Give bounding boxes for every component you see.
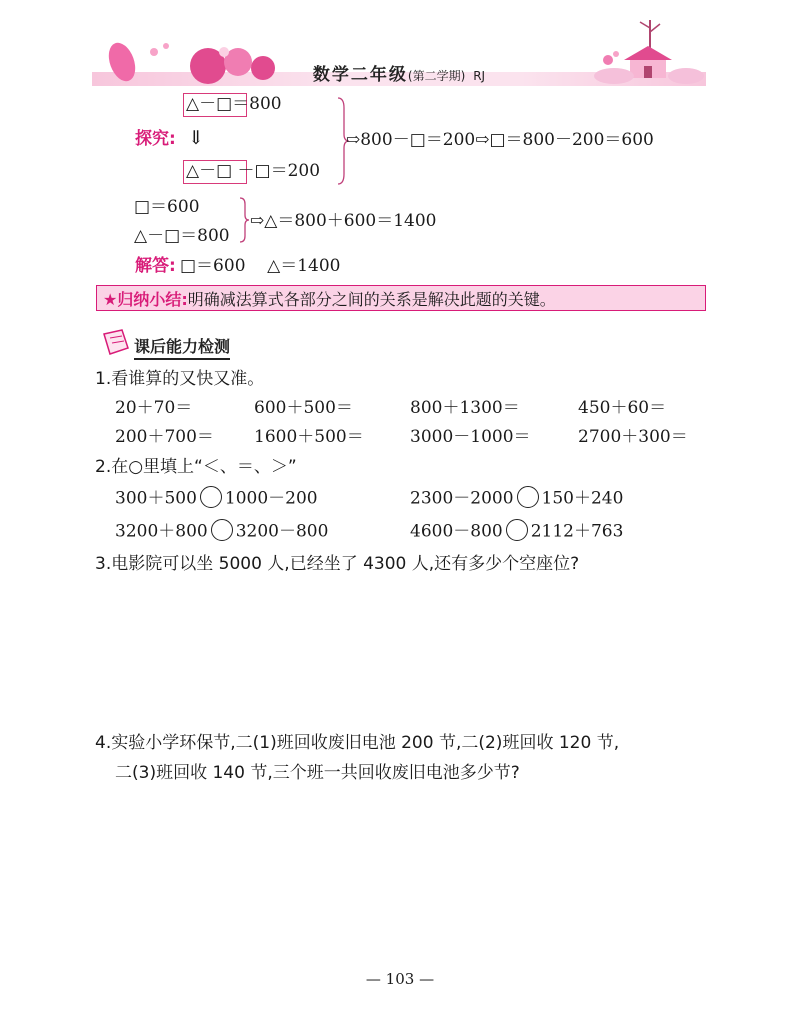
answer-label: 解答:: [135, 256, 176, 276]
q2-title: 2.在○里填上“＜、＝、＞”: [95, 457, 297, 477]
q1-r2-c2: 1600＋500＝: [254, 427, 364, 447]
header-title-main: 数学二年级: [312, 65, 408, 85]
q2-item-2-left: 2300－2000: [410, 488, 514, 509]
q2-item-2-right: 150＋240: [541, 488, 624, 509]
compare-circle-input[interactable]: [517, 486, 539, 508]
q2-item-4: [410, 523, 623, 541]
section-title: 课后能力检测: [134, 334, 230, 360]
explore-result2: ⇨△＝800＋600＝1400: [250, 211, 437, 231]
q4-answer-area[interactable]: [95, 792, 705, 952]
q2-item-3: [115, 523, 328, 541]
arrow-down-icon: ⇓: [188, 127, 204, 149]
q2-item-1-right: 1000－200: [224, 488, 318, 509]
q4-line1: 4.实验小学环保节,二(1)班回收废旧电池 200 节,二(2)班回收 120 节,: [95, 733, 620, 753]
explore-eq3: □＝600: [134, 197, 200, 217]
brace-icon-2: [238, 196, 250, 244]
q2-item-3-right: 3200－800: [235, 521, 329, 542]
summary-label: ★归纳小结:: [103, 289, 188, 309]
q1-r1-c4: 450＋60＝: [578, 398, 667, 418]
compare-circle-input[interactable]: [211, 519, 233, 541]
pencil-note-icon: [100, 328, 132, 356]
summary-box: [96, 285, 706, 311]
section-header: [100, 326, 260, 358]
q2-item-4-left: 4600－800: [410, 521, 503, 542]
q2-item-2: [410, 490, 623, 508]
explore-result: ⇨800－□＝200⇨□＝800－200＝600: [346, 130, 654, 150]
header-edition: RJ: [473, 69, 486, 83]
q1-r2-c4: 2700＋300＝: [578, 427, 688, 447]
q2-item-1-left: 300＋500: [115, 488, 197, 509]
q1-r1-c1: 20＋70＝: [115, 398, 193, 418]
q3-title: 3.电影院可以坐 5000 人,已经坐了 4300 人,还有多少个空座位?: [95, 554, 580, 574]
explore-eq2: △－□ －□＝200: [186, 161, 321, 181]
q1-r2-c1: 200＋700＝: [115, 427, 214, 447]
compare-circle-input[interactable]: [200, 486, 222, 508]
answer-text: □＝600 △＝1400: [180, 256, 341, 276]
explore-eq4: △－□＝800: [134, 226, 230, 246]
q1-r1-c2: 600＋500＝: [254, 398, 353, 418]
q1-r1-c3: 800＋1300＝: [410, 398, 520, 418]
q1-title: 1.看谁算的又快又准。: [95, 369, 265, 389]
house-decoration-icon: [594, 18, 704, 86]
page-number: — 103 —: [365, 970, 435, 988]
q3-answer-area[interactable]: [95, 582, 705, 722]
q2-item-4-right: 2112＋763: [530, 521, 624, 542]
summary-text: 明确减法算式各部分之间的关系是解决此题的关键。: [187, 289, 556, 309]
explore-eq1: △－□＝800: [186, 94, 282, 114]
page-header: [92, 14, 706, 88]
q2-item-3-left: 3200＋800: [115, 521, 208, 542]
compare-circle-input[interactable]: [506, 519, 528, 541]
q1-r2-c3: 3000－1000＝: [410, 427, 531, 447]
q2-item-1: [115, 490, 318, 508]
q4-line2: 二(3)班回收 140 节,三个班一共回收废旧电池多少节?: [115, 763, 520, 783]
header-subtitle: (第二学期): [407, 69, 466, 83]
explore-label: 探究:: [135, 129, 176, 149]
